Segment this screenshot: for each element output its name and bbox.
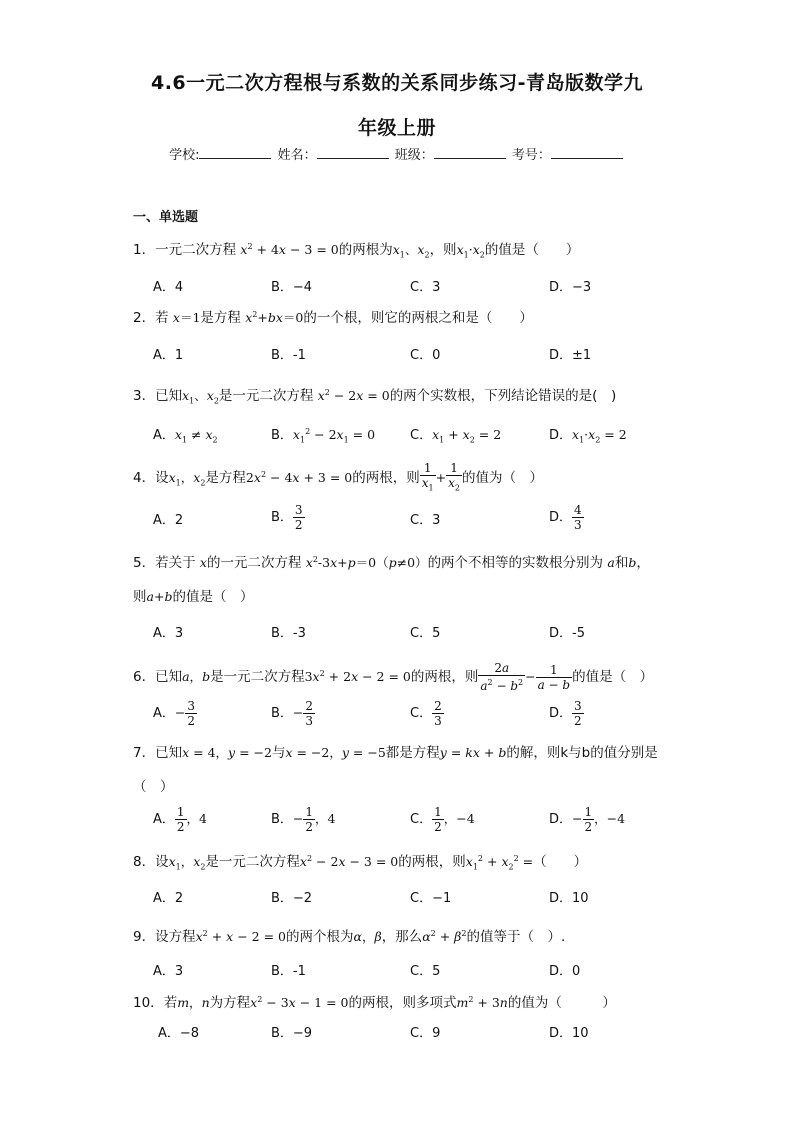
option-a[interactable]: A．3 <box>153 964 184 979</box>
option-b[interactable]: B．−4 <box>271 280 313 295</box>
option-b[interactable]: B．−2 <box>271 891 313 906</box>
option-c[interactable]: C．5 <box>410 964 441 979</box>
option-d[interactable]: D．$x_1\cdot x_2 = 2$ <box>549 427 627 445</box>
option-c[interactable]: C． $\frac{2}{3}$ <box>410 699 442 728</box>
option-c[interactable]: C．9 <box>410 1026 441 1041</box>
options-10 <box>158 1022 678 1046</box>
option-d[interactable]: D．− $\frac{1}{2}$ ，−4 <box>549 805 626 834</box>
section-heading: 一、单选题 <box>133 210 199 225</box>
question-1: 1．一元二次方程 $x^2 + 4x - 3 = 0$的两根为$x_1$、$x_2$，则$x_1\cdot x_2$的值是（ ） <box>133 242 580 260</box>
option-d[interactable]: D．±1 <box>549 348 592 363</box>
option-a[interactable]: A．2 <box>153 891 184 906</box>
option-b[interactable]: B．-1 <box>271 964 306 979</box>
options-4 <box>153 503 673 537</box>
option-d[interactable]: D． $\frac{4}{3}$ <box>549 503 582 532</box>
option-c[interactable]: C．$x_1 + x_2 = 2$ <box>410 427 502 445</box>
option-c[interactable]: C．3 <box>410 280 441 295</box>
page-title-line2: 年级上册 <box>357 117 436 139</box>
option-a[interactable]: A．2 <box>153 513 184 528</box>
options-3 <box>153 424 673 448</box>
option-b[interactable]: B． $\frac{3}{2}$ <box>271 503 303 532</box>
option-b[interactable]: B．− $\frac{2}{3}$ <box>271 699 314 728</box>
question-4: 4．设$x_1$，$x_2$是方程$2x^2 - 4x + 3 = 0$的两根，则 $\frac{1}{x_1}$ + $\frac{1}{x_2}$ 的值为（ ） <box>133 460 543 493</box>
options-6 <box>153 699 673 733</box>
option-d[interactable]: D．0 <box>549 964 581 979</box>
question-6: 6．已知a，b是一元二次方程$3x^2 + 2x - 2 = 0$的两根，则 $\frac{2a}{a^2 - b^2}$ − $\frac{1}{a - b}$ 的值是（ ） <box>133 661 654 694</box>
question-2: 2．若 x＝1是方程 $x^2+bx=0$的一个根，则它的两根之和是（ ） <box>133 310 533 327</box>
option-b[interactable]: B．-3 <box>271 626 306 641</box>
option-b[interactable]: B．$x_1^2 - 2x_1 = 0$ <box>271 426 376 445</box>
option-c[interactable]: C．5 <box>410 626 441 641</box>
number-blank[interactable] <box>551 146 623 159</box>
options-1 <box>153 276 673 300</box>
question-3: 3．已知$x_1$、$x_2$是一元二次方程 $x^2 - 2x = 0$的两个实数根，下列结论错误的是( ) <box>133 388 617 406</box>
option-d[interactable]: D．10 <box>549 891 589 906</box>
question-8: 8．设$x_1$，$x_2$是一元二次方程$x^2 - 2x - 3 = 0$的两根，则$x_1^2 + x_2^2$ =（ ） <box>133 854 588 872</box>
question-5: 5．若关于 x的一元二次方程 $x^2-3x+p=0(p\ne 0)$的两个不相等的实数根分别为 a和b， 则a+b的值是（ ） <box>133 555 650 606</box>
option-a[interactable]: A．1 <box>153 348 184 363</box>
option-a[interactable]: A．− $\frac{3}{2}$ <box>153 699 196 728</box>
page-title: 4.6一元二次方程根与系数的关系同步练习-青岛版数学九 <box>150 72 644 94</box>
option-c[interactable]: C．0 <box>410 348 441 363</box>
option-d[interactable]: D．10 <box>549 1026 589 1041</box>
option-a[interactable]: A．$x_1 \ne x_2$ <box>153 427 218 445</box>
option-a[interactable]: A．3 <box>153 626 184 641</box>
name-label: 姓名： <box>277 148 317 163</box>
option-a[interactable]: A．−8 <box>158 1026 200 1041</box>
option-c[interactable]: C．−1 <box>410 891 452 906</box>
class-label: 班级： <box>394 148 434 163</box>
options-9 <box>153 960 673 984</box>
student-info-row <box>0 144 794 163</box>
number-label: 考号： <box>511 148 551 163</box>
question-10: 10．若m，n为方程$x^2 - 3x - 1 = 0$的两根，则多项式$m^2 + 3n$的值为（ ） <box>133 995 616 1012</box>
school-label: 学校: <box>169 148 200 163</box>
options-5 <box>153 622 673 646</box>
option-d[interactable]: D．−3 <box>549 280 592 295</box>
option-b[interactable]: B．−9 <box>271 1026 313 1041</box>
option-b[interactable]: B．-1 <box>271 348 306 363</box>
options-2 <box>153 344 673 368</box>
options-8 <box>153 887 673 911</box>
question-9: 9．设方程$x^2 + x - 2 = 0$的两个根为α，β，那么$\alpha^2 + \beta^2$的值等于（ ）. <box>133 929 566 946</box>
class-blank[interactable] <box>434 146 506 159</box>
option-a[interactable]: A． $\frac{1}{2}$ ，4 <box>153 805 207 834</box>
option-d[interactable]: D．-5 <box>549 626 585 641</box>
option-c[interactable]: C．3 <box>410 513 441 528</box>
option-c[interactable]: C． $\frac{1}{2}$ ，−4 <box>410 805 475 834</box>
option-a[interactable]: A．4 <box>153 280 184 295</box>
name-blank[interactable] <box>317 146 389 159</box>
school-blank[interactable] <box>199 146 271 159</box>
option-b[interactable]: B．− $\frac{1}{2}$ ，4 <box>271 805 336 834</box>
question-7: 7．已知x = 4，y = −2与x = −2，y = −5都是方程y = kx + b的解，则k与b的值分别是 （ ） <box>133 745 658 795</box>
options-7 <box>153 805 673 839</box>
option-d[interactable]: D． $\frac{3}{2}$ <box>549 699 582 728</box>
